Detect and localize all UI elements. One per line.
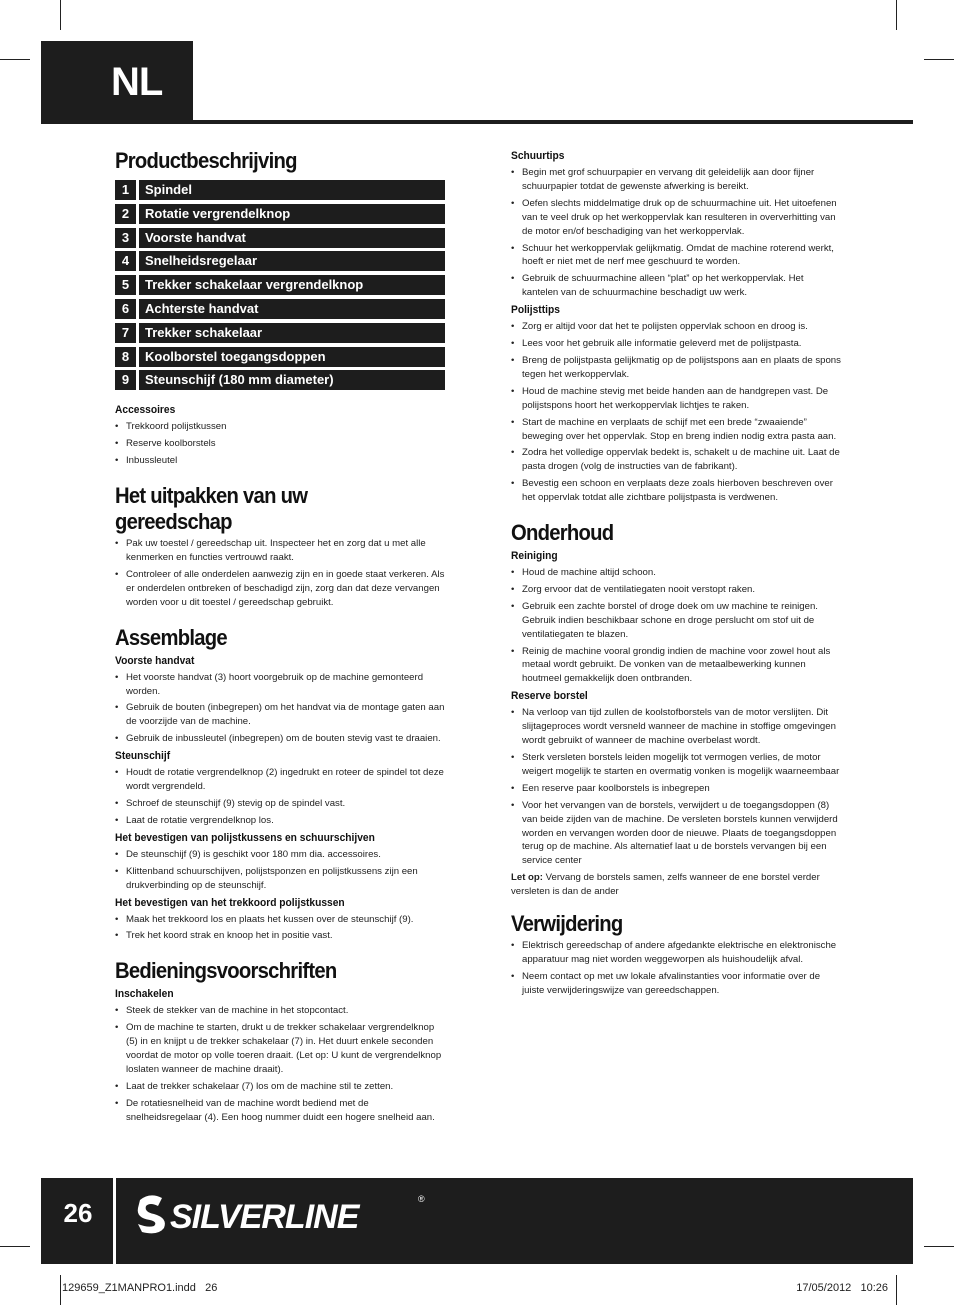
subheading-steunschijf: Steunschijf xyxy=(115,750,171,763)
language-tab: NL xyxy=(41,41,193,124)
note-text: Vervang de borstels samen, zelfs wanneer de ene borstel verder versleten is dan de ander xyxy=(511,872,820,898)
right-column xyxy=(511,150,841,1001)
list-item: • Klittenband schuurschijven, polijstsponzen en polijstkussens zijn een drukverbinding op de steunschijf. xyxy=(115,865,445,893)
list-item: • Inbussleutel xyxy=(115,454,445,468)
subheading-voorste-handvat: Voorste handvat xyxy=(115,654,195,667)
inschakelen-list xyxy=(115,1004,445,1124)
part-number: 1 xyxy=(115,180,136,200)
part-number: 3 xyxy=(115,228,136,248)
subheading-polijsttips: Polijsttips xyxy=(511,304,560,317)
crop-mark xyxy=(60,1275,61,1305)
list-item: • Bevestig een schoon en verplaats deze zoals hierboven beschreven over het oppervlak totdat alle zichtbare polijstpasta is verdwenen. xyxy=(511,477,841,505)
list-item: • Het voorste handvat (3) hoort voorgebruik op de machine gemonteerd worden. xyxy=(115,671,445,699)
list-item: • Begin met grof schuurpapier en vervang dit geleidelijk aan door fijner schuurpapier totdat de gewenste afwerking is bereikt. xyxy=(511,166,841,194)
list-item: • Pak uw toestel / gereedschap uit. Inspecteer het en zorg dat u met alle kenmerken en functies vertrouwd raakt. xyxy=(115,537,445,565)
list-item: • Breng de polijstpasta gelijkmatig op de polijstspons aan en plaats de spons tegen het werkoppervlak. xyxy=(511,354,841,382)
part-number: 2 xyxy=(115,204,136,224)
section-title-uitpakken xyxy=(115,483,419,535)
part-row xyxy=(115,204,445,224)
polijstkussens-list xyxy=(115,848,445,893)
part-label: Achterste handvat xyxy=(139,299,445,319)
part-label: Voorste handvat xyxy=(139,228,445,248)
list-item: • De rotatiesnelheid van de machine wordt bediend met de snelheidsregelaar (4). Een hoog nummer duidt een hogere snelheid aan. xyxy=(115,1097,445,1125)
header-rule xyxy=(41,120,913,124)
section-title-onderhoud: Onderhoud xyxy=(511,520,614,546)
list-item: • Reserve koolborstels xyxy=(115,437,445,451)
part-row xyxy=(115,180,445,200)
uitpakken-list xyxy=(115,537,445,610)
part-row xyxy=(115,228,445,248)
part-label: Snelheidsregelaar xyxy=(139,251,445,271)
list-item: • Controleer of alle onderdelen aanwezig zijn en in goede staat verkeren. Als er onderdelen ontbreken of beschadigd zijn, zorg dan dat deze vervangen worden voor u dit toestel / gereedschap gebruikt. xyxy=(115,568,445,610)
part-number: 8 xyxy=(115,347,136,367)
part-label: Trekker schakelaar vergrendelknop xyxy=(139,275,445,295)
list-item: • Steek de stekker van de machine in het stopcontact. xyxy=(115,1004,445,1018)
silverline-logo xyxy=(134,1188,434,1238)
note-label: Let op: xyxy=(511,872,543,884)
part-row xyxy=(115,370,445,390)
list-item: • Laat de rotatie vergrendelknop los. xyxy=(115,814,445,828)
crop-mark xyxy=(0,59,30,60)
trekkoord-list xyxy=(115,913,445,944)
part-number: 5 xyxy=(115,275,136,295)
part-label: Steunschijf (180 mm diameter) xyxy=(139,370,445,390)
list-item: • Een reserve paar koolborstels is inbegrepen xyxy=(511,782,841,796)
list-item: • Reinig de machine vooral grondig indien de machine voor zowel hout als metaal wordt gebruikt. De vonken van de metaalbewerking kunnen houtmeel gemakkelijk doen ontbranden. xyxy=(511,645,841,687)
list-item: • Lees voor het gebruik alle informatie geleverd met de polijstpasta. xyxy=(511,337,841,351)
list-item: • Om de machine te starten, drukt u de trekker schakelaar vergrendelknop (5) in en knijpt u de trekker schakelaar (7) in. Het duurt enkele seconden voordat de motor op volle toeren draait. (Let op: U kunt de vergrendelknop loslaten wanneer de machine draait). xyxy=(115,1021,445,1077)
crop-mark xyxy=(60,0,61,30)
crop-mark xyxy=(924,1246,954,1247)
voorste-handvat-list xyxy=(115,671,445,747)
subheading-trekkoord: Het bevestigen van het trekkoord polijstkussen xyxy=(115,896,345,909)
subheading-reserve-borstel: Reserve borstel xyxy=(511,690,588,703)
part-row xyxy=(115,275,445,295)
list-item: • Maak het trekkoord los en plaats het kussen over de steunschijf (9). xyxy=(115,913,445,927)
part-number: 9 xyxy=(115,370,136,390)
list-item: • De steunschijf (9) is geschikt voor 180 mm dia. accessoires. xyxy=(115,848,445,862)
subheading-accessoires: Accessoires xyxy=(115,404,176,417)
page-number: 26 xyxy=(63,1198,93,1228)
list-item: • Neem contact op met uw lokale afvalinstanties voor informatie over de juiste verwijderingswijze van gereedschappen. xyxy=(511,970,841,998)
list-item: • Voor het vervangen van de borstels, verwijdert u de toegangsdoppen (8) van beide zijden van de machine. De versleten borstels kunnen verwijderd worden en vervangen worden door de nieuwe. Plaats de toegangsdoppen terug op de machine. Als alternatief laat u de borstels vervangen bij een service center xyxy=(511,799,841,869)
section-title-verwijdering: Verwijdering xyxy=(511,911,623,937)
subheading-reiniging: Reiniging xyxy=(511,550,558,563)
reiniging-list xyxy=(511,566,841,686)
part-label: Rotatie vergrendelknop xyxy=(139,204,445,224)
part-number: 6 xyxy=(115,299,136,319)
imprint-file: 129659_Z1MANPRO1.indd 26 xyxy=(62,1282,218,1294)
section-title-assemblage: Assemblage xyxy=(115,624,227,650)
imprint-date: 17/05/2012 10:26 xyxy=(796,1282,888,1294)
note xyxy=(511,871,841,899)
left-column xyxy=(115,148,445,1128)
list-item: • Gebruik de inbussleutel (inbegrepen) om de bouten stevig vast te draaien. xyxy=(115,732,445,746)
part-label: Spindel xyxy=(139,180,445,200)
list-item: • Gebruik de schuurmachine alleen “plat” op het werkoppervlak. Het kantelen van de schuurmachine beschadigt uw werk. xyxy=(511,272,841,300)
polijsttips-list xyxy=(511,320,841,505)
list-item: • Oefen slechts middelmatige druk op de schuurmachine uit. Het uitoefenen van te veel druk op het werkoppervlak kan resulteren in oververhitting van de motor en/of beschadiging van het werkoppervlak. xyxy=(511,197,841,239)
crop-mark xyxy=(924,59,954,60)
list-item: • Na verloop van tijd zullen de koolstofborstels van de motor verslijten. Dit slijtageproces wordt versneld wanneer de machine in stoffige omgevingen wordt gebruikt of wanneer de machine overbelast wordt. xyxy=(511,706,841,748)
list-item: • Sterk versleten borstels leiden mogelijk tot vermogen verlies, de motor weigert mogelijk te starten en overmatig vonken is mogelijk waarneembaar xyxy=(511,751,841,779)
list-item: • Gebruik de bouten (inbegrepen) om het handvat via de montage gaten aan de voorzijde van de machine. xyxy=(115,701,445,729)
parts-list xyxy=(115,180,445,390)
part-label: Koolborstel toegangsdoppen xyxy=(139,347,445,367)
part-label: Trekker schakelaar xyxy=(139,323,445,343)
schuurtips-list xyxy=(511,166,841,300)
list-item: • Trekkoord polijstkussen xyxy=(115,420,445,434)
steunschijf-list xyxy=(115,766,445,828)
logo-swoosh xyxy=(138,1195,165,1233)
crop-mark xyxy=(896,0,897,30)
subheading-schuurtips: Schuurtips xyxy=(511,150,565,162)
list-item: • Schroef de steunschijf (9) stevig op de spindel vast. xyxy=(115,797,445,811)
footer-divider xyxy=(113,1178,116,1264)
logo-wordmark: SILVERLINE xyxy=(170,1198,359,1236)
list-item: • Zodra het volledige oppervlak bedekt is, schakelt u de machine uit. Laat de pasta drogen (volg de instructies van de fabrikant). xyxy=(511,446,841,474)
part-row xyxy=(115,323,445,343)
section-title-bediening: Bedieningsvoorschriften xyxy=(115,958,337,984)
subheading-inschakelen: Inschakelen xyxy=(115,988,174,1001)
list-item: • Schuur het werkoppervlak gelijkmatig. Omdat de machine roterend werkt, hoeft er niet met de nerf mee geschuurd te worden. xyxy=(511,242,841,270)
title-line: Het uitpakken van uw xyxy=(115,483,308,509)
part-row xyxy=(115,299,445,319)
list-item: • Gebruik een zachte borstel of droge doek om uw machine te reinigen. Gebruik indien beschikbaar schone en droge perslucht om stof uit de ventilatiegaten te blazen. xyxy=(511,600,841,642)
verwijdering-list xyxy=(511,939,841,998)
part-number: 4 xyxy=(115,251,136,271)
list-item: • Houd de machine stevig met beide handen aan de handgrepen vast. De polijstspons hoort het werkoppervlak lichtjes te raken. xyxy=(511,385,841,413)
part-row xyxy=(115,251,445,271)
crop-mark xyxy=(896,1275,897,1305)
list-item: • Laat de trekker schakelaar (7) los om de machine stil te zetten. xyxy=(115,1080,445,1094)
crop-mark xyxy=(0,1246,30,1247)
list-item: • Houdt de rotatie vergrendelknop (2) ingedrukt en roteer de spindel tot deze wordt vergrendeld. xyxy=(115,766,445,794)
title-line: gereedschap xyxy=(115,509,232,535)
subheading-polijstkussens: Het bevestigen van polijstkussens en schuurschijven xyxy=(115,831,375,844)
registered-mark: ® xyxy=(418,1194,425,1204)
part-row xyxy=(115,347,445,367)
list-item: • Start de machine en verplaats de schijf met een brede “zwaaiende” beweging over het oppervlak. Stop en breng indien nodig extra pasta aan. xyxy=(511,416,841,444)
list-item: • Zorg ervoor dat de ventilatiegaten nooit verstopt raken. xyxy=(511,583,841,597)
list-item: • Elektrisch gereedschap of andere afgedankte elektrische en elektronische apparatuur mag niet worden weggeworpen als huishoudelijk afval. xyxy=(511,939,841,967)
part-number: 7 xyxy=(115,323,136,343)
reserve-borstel-list xyxy=(511,706,841,868)
list-item: • Trek het koord strak en knoop het in positie vast. xyxy=(115,929,445,943)
list-item: • Zorg er altijd voor dat het te polijsten oppervlak schoon en droog is. xyxy=(511,320,841,334)
list-item: • Houd de machine altijd schoon. xyxy=(511,566,841,580)
accessoires-list xyxy=(115,420,445,468)
section-title-productbeschrijving: Productbeschrijving xyxy=(115,148,297,173)
